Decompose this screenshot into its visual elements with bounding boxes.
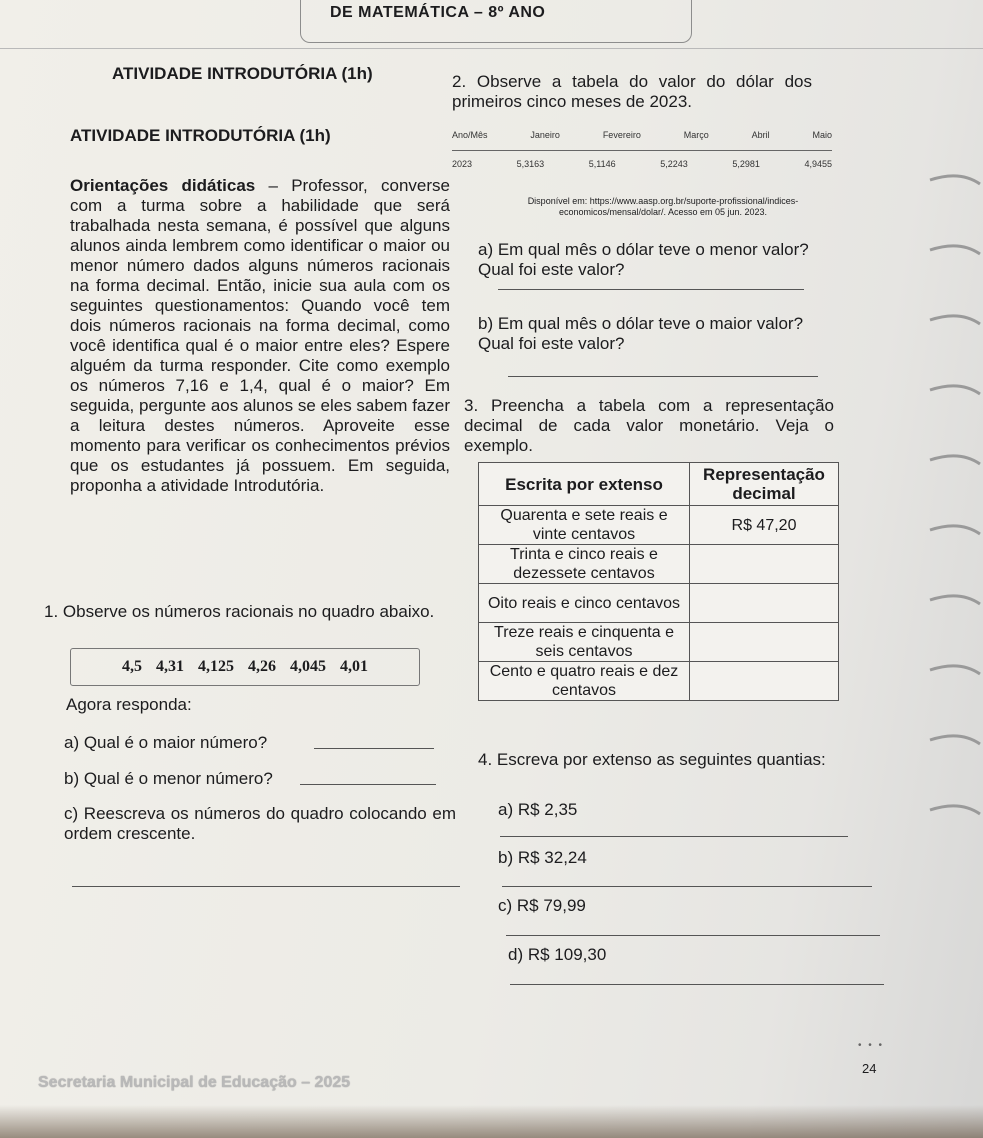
dollar-cell: 4,9455 xyxy=(804,159,832,169)
number-item: 4,31 xyxy=(156,658,184,675)
question-2b: b) Em qual mês o dólar teve o maior valor? Qual foi este valor? xyxy=(478,314,804,353)
spiral-binding xyxy=(920,160,983,860)
question-1c: c) Reescreva os números do quadro colocando em ordem crescente. xyxy=(64,804,456,843)
money-extenso-cell: Quarenta e sete reais e vinte centavos xyxy=(479,506,690,545)
question-2-text: 2. Observe a tabela do valor do dólar dos primeiros cinco meses de 2023. xyxy=(452,72,812,111)
dollar-header-cell: Fevereiro xyxy=(602,130,641,140)
question-4d: d) R$ 109,30 xyxy=(508,945,607,964)
question-4a: a) R$ 2,35 xyxy=(498,800,578,819)
dollar-header-cell: Março xyxy=(683,130,709,140)
answer-line-4c[interactable] xyxy=(506,935,880,936)
agora-responda: Agora responda: xyxy=(66,695,192,714)
answer-line-4a[interactable] xyxy=(500,836,848,837)
number-item: 4,125 xyxy=(198,658,234,675)
footer-text: Secretaria Municipal de Educação – 2025 xyxy=(38,1074,351,1091)
bottom-shadow xyxy=(0,1105,983,1138)
number-item: 4,5 xyxy=(122,658,142,675)
money-decimal-cell[interactable] xyxy=(690,662,839,701)
heading-top: ATIVIDADE INTRODUTÓRIA (1h) xyxy=(112,64,373,83)
money-header-decimal: Representação decimal xyxy=(690,463,839,506)
money-decimal-cell[interactable] xyxy=(690,584,839,623)
answer-line-1c[interactable] xyxy=(72,886,460,887)
money-table-row xyxy=(479,623,839,662)
orientacoes-paragraph xyxy=(70,176,450,496)
dollar-cell: 5,2243 xyxy=(660,159,688,169)
page-number: 24 xyxy=(862,1061,877,1076)
money-table-row xyxy=(479,545,839,584)
question-1-text: 1. Observe os números racionais no quadro abaixo. xyxy=(44,602,435,621)
dollar-cell: 5,2981 xyxy=(732,159,760,169)
dollar-cell: 5,3163 xyxy=(516,159,545,169)
money-extenso-cell: Treze reais e cinquenta e seis centavos xyxy=(479,623,690,662)
dollar-table xyxy=(452,130,832,169)
decorative-dots: • • • xyxy=(858,1040,885,1051)
question-1a: a) Qual é o maior número? xyxy=(64,733,268,752)
orientacoes-label: Orientações didáticas xyxy=(70,176,256,195)
money-table-row xyxy=(479,662,839,701)
money-header-extenso: Escrita por extenso xyxy=(479,463,690,506)
question-4b: b) R$ 32,24 xyxy=(498,848,587,867)
orientacoes-text: – Professor, converse com a turma sobre a habilidade que será trabalhada nesta semana, é possível que alguns alunos ainda lembrem como identificar o maior ou menor número dados alguns números racionais na forma decimal. Então, inicie sua aula com os seguintes questionamentos: Quando você tem dois números racionais na forma decimal, como você identifica qual é o maior entre eles? Espere alguém da turma responder. Cite como exemplo os números 7,16 e 1,4, qual é o maior? Em seguida, pergunte aos alunos se eles sabem fazer a leitura destes números. Aproveite esse momento para verificar os conhecimentos prévios que os estudantes já possuem. Em seguida, proponha a atividade Introdutória. xyxy=(70,176,450,495)
dollar-cell: 2023 xyxy=(452,159,473,169)
number-item: 4,01 xyxy=(340,658,368,675)
question-1b: b) Qual é o menor número? xyxy=(64,769,273,788)
dollar-header-cell: Ano/Mês xyxy=(452,130,488,140)
numbers-box xyxy=(70,648,420,686)
dollar-cell: 5,1146 xyxy=(588,159,616,169)
number-item: 4,26 xyxy=(248,658,276,675)
question-3-text: 3. Preencha a tabela com a representação decimal de cada valor monetário. Veja o exemplo. xyxy=(464,396,834,455)
answer-line-1a[interactable] xyxy=(314,748,434,749)
answer-line-2b[interactable] xyxy=(508,376,818,377)
money-decimal-cell: R$ 47,20 xyxy=(690,506,839,545)
header-divider xyxy=(0,48,983,49)
answer-line-1b[interactable] xyxy=(300,784,436,785)
money-table xyxy=(478,462,839,701)
question-2a: a) Em qual mês o dólar teve o menor valor? Qual foi este valor? xyxy=(478,240,809,279)
answer-line-4b[interactable] xyxy=(502,886,872,887)
question-4c: c) R$ 79,99 xyxy=(498,896,586,915)
money-table-row xyxy=(479,506,839,545)
answer-line-4d[interactable] xyxy=(510,984,884,985)
dollar-header-cell: Abril xyxy=(751,130,770,140)
source-citation: Disponível em: https://www.aasp.org.br/suporte-profissional/indices-economicos/mensal/dolar/. Acesso em 05 jun. 2023. xyxy=(527,196,799,217)
money-extenso-cell: Oito reais e cinco centavos xyxy=(479,584,690,623)
dollar-table-row xyxy=(452,159,832,169)
question-4-text: 4. Escreva por extenso as seguintes quantias: xyxy=(478,750,826,769)
answer-line-2a[interactable] xyxy=(498,289,804,290)
money-decimal-cell[interactable] xyxy=(690,545,839,584)
money-extenso-cell: Cento e quatro reais e dez centavos xyxy=(479,662,690,701)
money-table-header xyxy=(479,463,839,506)
dollar-table-header xyxy=(452,130,832,140)
dollar-table-rule xyxy=(452,150,832,151)
header-title: DE MATEMÁTICA – 8º ANO xyxy=(330,4,546,21)
money-table-row xyxy=(479,584,839,623)
heading-section: ATIVIDADE INTRODUTÓRIA (1h) xyxy=(70,126,331,145)
money-extenso-cell: Trinta e cinco reais e dezessete centavos xyxy=(479,545,690,584)
money-decimal-cell[interactable] xyxy=(690,623,839,662)
number-item: 4,045 xyxy=(290,658,326,675)
dollar-header-cell: Maio xyxy=(812,130,832,140)
dollar-header-cell: Janeiro xyxy=(530,130,560,140)
